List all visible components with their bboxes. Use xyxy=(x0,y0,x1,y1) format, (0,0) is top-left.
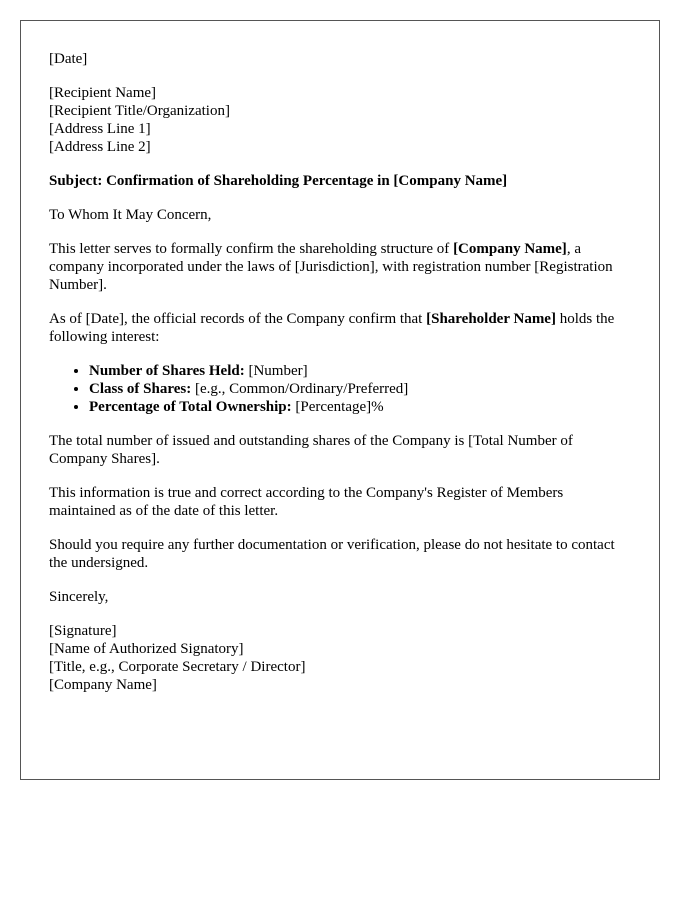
list-item xyxy=(89,362,631,380)
recipient-block xyxy=(49,84,631,156)
closing: Sincerely, xyxy=(49,589,109,605)
company-name-bold: [Company Name] xyxy=(453,241,567,257)
paragraph-company-rest: , a company incorporated under the laws of [Jurisdiction], with registration number [Registration Number]. xyxy=(49,241,613,293)
signature-placeholder: [Signature] xyxy=(49,623,117,639)
signatory-name: [Name of Authorized Signatory] xyxy=(49,641,244,657)
interest-label: Number of Shares Held: xyxy=(89,363,245,379)
paragraph-shareholder-intro: As of [Date], the official records of the Company confirm that xyxy=(49,311,427,327)
shareholder-name-bold: [Shareholder Name] xyxy=(426,311,556,327)
interest-value: [Number] xyxy=(244,363,308,379)
letter-page xyxy=(20,20,660,780)
signatory-company: [Company Name] xyxy=(49,677,157,693)
letter-date: [Date] xyxy=(49,51,88,67)
paragraph-register: This information is true and correct according to the Company's Register of Members maintained as of the date of this letter. xyxy=(49,485,564,519)
list-item xyxy=(89,380,631,398)
paragraph-shareholder-rest: holds the following interest: xyxy=(49,311,615,345)
signature-block xyxy=(49,622,631,694)
paragraph-company xyxy=(49,240,631,294)
recipient-title-org: [Recipient Title/Organization] xyxy=(49,103,230,119)
list-item xyxy=(89,398,631,416)
interest-list xyxy=(49,362,631,416)
paragraph-shareholder xyxy=(49,310,631,346)
subject-text: Subject: Confirmation of Shareholding Percentage in [Company Name] xyxy=(49,173,508,189)
paragraph-total-shares: The total number of issued and outstanding shares of the Company is [Total Number of Company Shares]. xyxy=(49,433,573,467)
paragraph-contact: Should you require any further documentation or verification, please do not hesitate to contact the undersigned. xyxy=(49,537,615,571)
interest-value: [e.g., Common/Ordinary/Preferred] xyxy=(191,381,409,397)
interest-value: [Percentage]% xyxy=(291,399,384,415)
recipient-name: [Recipient Name] xyxy=(49,85,157,101)
recipient-address-line-1: [Address Line 1] xyxy=(49,121,151,137)
interest-label: Percentage of Total Ownership: xyxy=(89,399,292,415)
signatory-title: [Title, e.g., Corporate Secretary / Director] xyxy=(49,659,306,675)
salutation: To Whom It May Concern, xyxy=(49,207,212,223)
recipient-address-line-2: [Address Line 2] xyxy=(49,139,151,155)
interest-label: Class of Shares: xyxy=(89,381,192,397)
paragraph-company-intro: This letter serves to formally confirm the shareholding structure of xyxy=(49,241,454,257)
subject-line xyxy=(49,172,631,190)
